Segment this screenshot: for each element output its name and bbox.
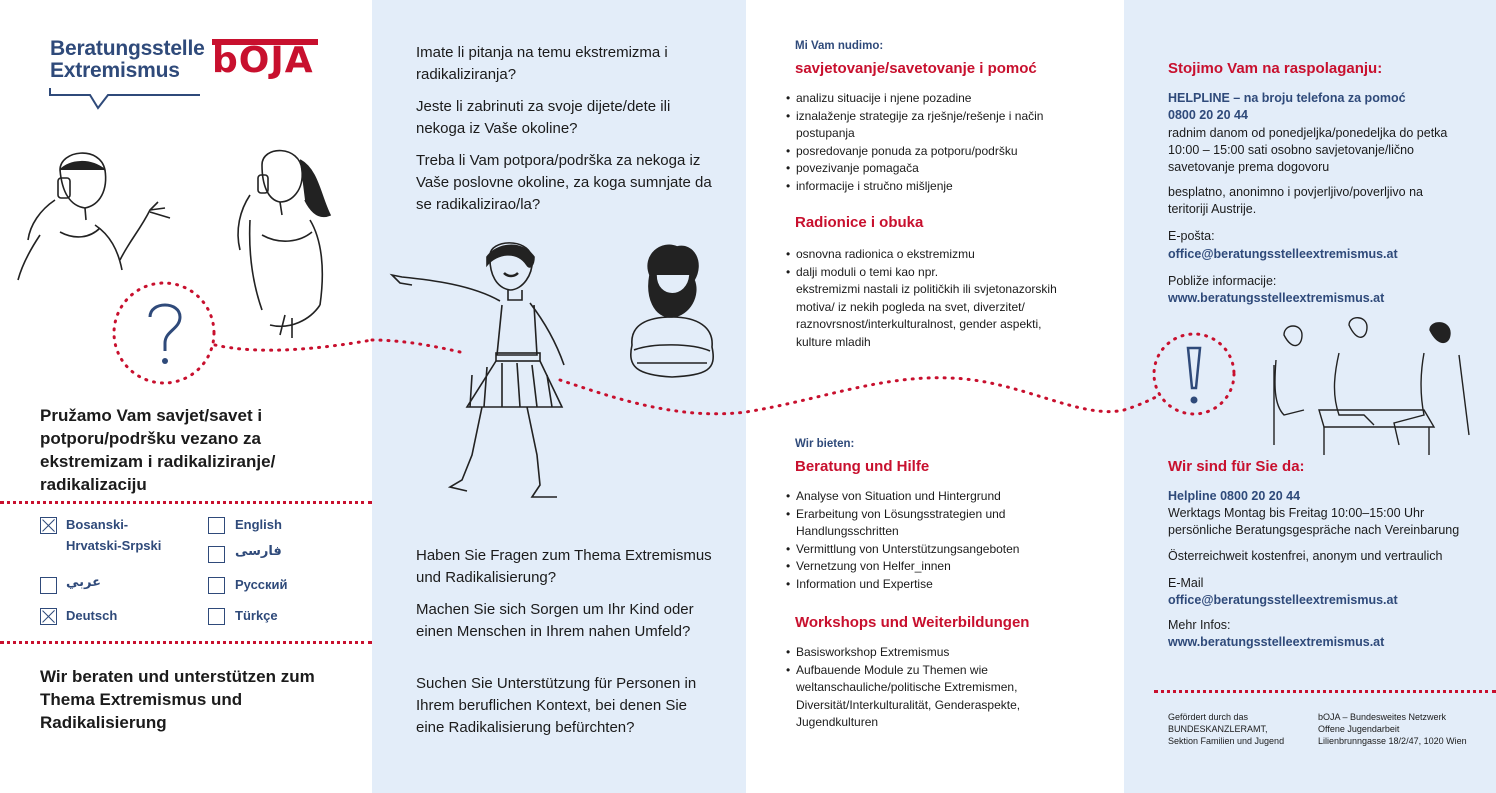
lang-turkish: Türkçe — [235, 608, 278, 623]
question-bcs-1: Imate li pitanja na temu ekstremizma i radikaliziranja? — [416, 44, 668, 83]
lang-deutsch: Deutsch — [66, 608, 118, 623]
list-item: • dalji moduli o temi kao npr. — [786, 264, 1116, 282]
web-link-bcs[interactable]: www.beratungsstelleextremismus.at — [1168, 291, 1385, 305]
title-bcs: Stojimo Vam na raspolaganju: — [1168, 60, 1383, 77]
helpline-de[interactable]: Helpline 0800 20 20 44 — [1168, 489, 1301, 503]
divider — [1154, 690, 1496, 693]
hours-de-1: Werktags Montag bis Freitag 10:00–15:00 Uhr — [1168, 506, 1425, 520]
offer-label-de: Wir bieten: — [795, 438, 855, 450]
list-item: • Analyse von Situation und Hintergrund — [786, 488, 1106, 506]
list-item: • osnovna radionica o ekstremizmu — [786, 246, 1116, 264]
checkbox-farsi[interactable] — [208, 546, 225, 563]
panel-1 — [0, 0, 372, 793]
checkbox-turkish[interactable] — [208, 608, 225, 625]
email-label-de: E-Mail — [1168, 576, 1204, 590]
free-bcs-1: besplatno, anonimno i povjerljivo/poverljivo na — [1168, 185, 1424, 199]
lang-farsi: فارسی — [235, 544, 282, 559]
offer-title-de: Beratung und Hilfe — [795, 458, 930, 475]
web-link-de[interactable]: www.beratungsstelleextremismus.at — [1168, 635, 1385, 649]
list-item: • Basisworkshop Extremismus — [786, 644, 1106, 662]
question-de-3: Suchen Sie Unterstützung für Personen in Ihrem beruflichen Kontext, bei denen Sie eine Radikalisierung befürchten? — [416, 675, 697, 736]
list-item: kulture mladih — [796, 334, 871, 349]
offer-label-bcs: Mi Vam nudimo: — [795, 40, 884, 52]
footer-address: bOJA – Bundesweites Netzwerk Offene Jugendarbeit Lilienbrunngasse 18/2/47, 1020 Wien — [1318, 712, 1467, 746]
title-de: Wir sind für Sie da: — [1168, 458, 1305, 475]
list-item: Jugendkulturen — [796, 715, 879, 729]
email-link-de[interactable]: office@beratungsstelleextremismus.at — [1168, 593, 1398, 607]
list-item: weltanschauliche/politische Extremismen, — [796, 680, 1018, 694]
ws-list-bcs — [786, 246, 1116, 351]
list-item: • iznalaženje strategije za rješnje/rešenje i način — [786, 108, 1106, 126]
checkbox-bcs[interactable] — [40, 517, 57, 534]
info-label-de: Mehr Infos: — [1168, 618, 1231, 632]
lang-russian: Русский — [235, 577, 288, 592]
panel-3 — [746, 0, 1124, 793]
counseling-group-illustration — [1124, 315, 1496, 475]
list-item: • Information und Expertise — [786, 576, 1106, 594]
checkbox-arabic[interactable] — [40, 577, 57, 594]
list-item: ekstremizmi nastali iz političkih ili svjetonazorskih — [796, 282, 1057, 296]
question-bcs-2: Jeste li zabrinuti za svoje dijete/dete ili nekoga iz Vaše okoline? — [416, 98, 671, 137]
pointing-person-illustration — [372, 235, 746, 535]
hours-bcs-3: savetovanje prema dogovoru — [1168, 160, 1330, 174]
lang-english: English — [235, 517, 282, 532]
info-label-bcs: Pobliže informacije: — [1168, 274, 1277, 288]
lang-arabic: عربي — [66, 575, 102, 590]
list-item: Handlungsschritten — [796, 524, 899, 538]
free-bcs-2: teritoriji Austrije. — [1168, 202, 1257, 216]
list-item: • posredovanje ponuda za potporu/podršku — [786, 143, 1106, 161]
list-item: motiva/ iz nekih pogleda na svet, diverzitet/ — [796, 299, 1025, 314]
panel-2 — [372, 0, 746, 793]
ws-title-bcs: Radionice i obuka — [795, 214, 924, 231]
question-de-1: Haben Sie Fragen zum Thema Extremismus und Radikalisierung? — [416, 547, 712, 586]
speech-bubble-icon — [0, 0, 372, 120]
list-item: • Aufbauende Module zu Themen wie — [786, 662, 1106, 680]
lead-de: Wir beraten und unterstützen zum Thema Extremismus und Radikalisierung — [40, 667, 315, 732]
list-item: • Erarbeitung von Lösungsstrategien und — [786, 506, 1106, 524]
list-item: • Vermittlung von Unterstützungsangeboten — [786, 541, 1106, 559]
list-item: • analizu situacije i njene pozadine — [786, 90, 1106, 108]
list-item: • povezivanje pomagača — [786, 160, 1106, 178]
list-item: raznovrsnost/interkulturalnost, gender aspekti, — [796, 317, 1042, 331]
offer-list-de — [786, 488, 1106, 593]
list-item: Diversität/Interkulturalität, Genderaspekte, — [796, 697, 1021, 712]
panel-4 — [1124, 0, 1496, 793]
boja-logo: bOJA — [212, 40, 314, 81]
list-item: postupanja — [796, 126, 855, 140]
logo-text: Beratungsstelle Extremismus — [50, 37, 205, 82]
checkbox-russian[interactable] — [208, 577, 225, 594]
offer-title-bcs: savjetovanje/savetovanje i pomoć — [795, 60, 1037, 77]
divider — [0, 641, 372, 644]
list-item: • Vernetzung von Helfer_innen — [786, 558, 1106, 576]
hours-bcs-1: radnim danom od ponedjeljka/ponedeljka do petka — [1168, 126, 1448, 140]
checkbox-english[interactable] — [208, 517, 225, 534]
lang-bcs: Bosanski- Hrvatski-Srpski — [66, 517, 162, 553]
offer-list-bcs — [786, 90, 1106, 195]
question-bcs-3: Treba li Vam potpora/podrška za nekoga iz Vaše poslovne okoline, za koga sumnjate da se radikalizirao/la? — [416, 152, 712, 213]
lead-bcs: Pružamo Vam savjet/savet i potporu/podršku vezano za ekstremizam i radikaliziranje/ radikalizaciju — [40, 406, 276, 494]
ws-list-de — [786, 644, 1106, 732]
question-mark-icon — [0, 285, 372, 395]
footer-funding: Gefördert durch das BUNDESKANZLERAMT, Sektion Familien und Jugend — [1168, 712, 1285, 746]
divider — [0, 501, 372, 504]
checkbox-deutsch[interactable] — [40, 608, 57, 625]
hours-de-2: persönliche Beratungsgespräche nach Vereinbarung — [1168, 523, 1460, 537]
question-de-2: Machen Sie sich Sorgen um Ihr Kind oder einen Menschen in Ihrem nahen Umfeld? — [416, 601, 694, 640]
free-de: Österreichweit kostenfrei, anonym und vertraulich — [1168, 549, 1443, 563]
hours-bcs-2: 10:00 – 15:00 sati osobno savjetovanje/lično — [1168, 143, 1415, 157]
phone-bcs[interactable]: 0800 20 20 44 — [1168, 108, 1248, 122]
email-label-bcs: E-pošta: — [1168, 229, 1215, 243]
list-item: • informacije i stručno mišljenje — [786, 178, 1106, 196]
helpline-bcs: HELPLINE – na broju telefona za pomoć — [1168, 91, 1406, 105]
email-link-bcs[interactable]: office@beratungsstelleextremismus.at — [1168, 247, 1398, 261]
ws-title-de: Workshops und Weiterbildungen — [795, 614, 1030, 631]
